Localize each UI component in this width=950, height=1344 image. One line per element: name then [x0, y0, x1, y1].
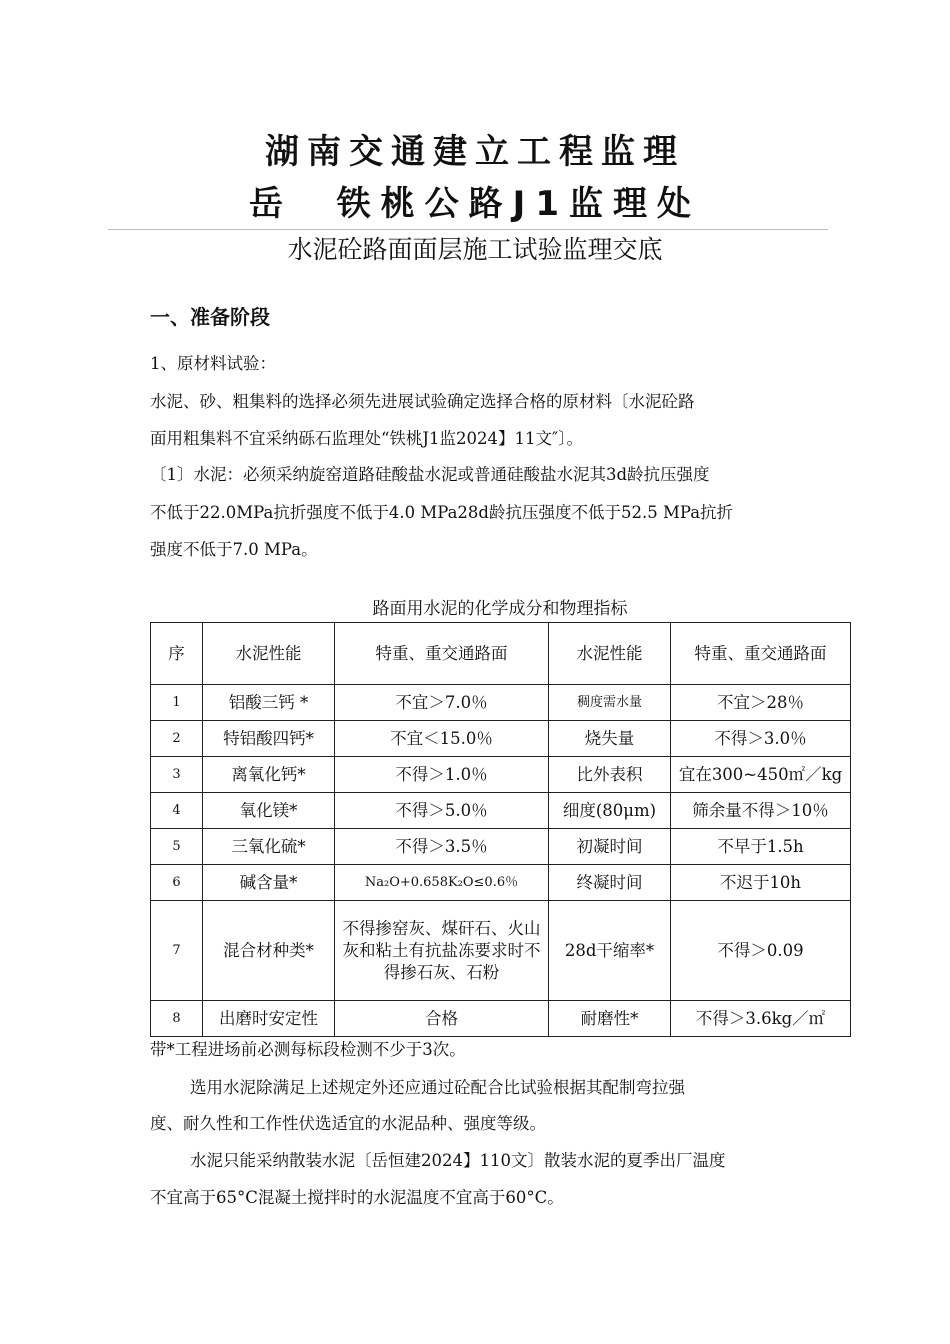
paragraph-line: 不低于22.0MPa抗折强度不低于4.0 MPa28d龄抗压强度不低于52.5 MPa抗折	[150, 503, 734, 522]
header-cell: 序	[151, 623, 203, 685]
table-row	[151, 721, 851, 757]
paragraph-line: 〔1〕水泥：必须采纳旋窑道路硅酸盐水泥或普通硅酸盐水泥其3d龄抗压强度	[150, 465, 710, 484]
table-cell: 不得＞1.0％	[335, 757, 549, 793]
table-cell: 2	[151, 721, 203, 757]
table-cell: 不得＞3.6kg／㎡	[671, 1001, 851, 1037]
table-cell: 混合材种类*	[203, 901, 335, 1001]
org-title-line2: 岳 铁桃公路J1监理处	[249, 184, 701, 224]
item-title: 1、原材料试验：	[150, 354, 276, 373]
paragraph-line: 不宜高于65°C混凝土搅拌时的水泥温度不宜高于60°C。	[150, 1188, 564, 1207]
document-title: 水泥砼路面面层施工试验监理交底	[287, 235, 663, 264]
table-cell: 不早于1.5h	[671, 829, 851, 865]
table-cell: 合格	[335, 1001, 549, 1037]
table-cell: 不得＞0.09	[671, 901, 851, 1001]
paragraph-line: 强度不低于7.0 MPa。	[150, 540, 318, 559]
table-cell: 烧失量	[549, 721, 671, 757]
section-heading: 一、准备阶段	[150, 305, 270, 329]
header-cell: 特重、重交通路面	[671, 623, 851, 685]
header-divider	[108, 229, 828, 230]
table-row	[151, 1001, 851, 1037]
table-row	[151, 865, 851, 901]
table-cell: 初凝时间	[549, 829, 671, 865]
table-cell: 不宜＜15.0％	[335, 721, 549, 757]
table-cell: 不得＞5.0％	[335, 793, 549, 829]
table-cell: 离氧化钙*	[203, 757, 335, 793]
table-cell: 氧化镁*	[203, 793, 335, 829]
table-cell: 终凝时间	[549, 865, 671, 901]
table-cell: 7	[151, 901, 203, 1001]
table-row	[151, 901, 851, 1001]
header-cell: 水泥性能	[203, 623, 335, 685]
table-cell: 4	[151, 793, 203, 829]
table-cell: 稠度需水量	[549, 685, 671, 721]
table-cell: 比外表积	[549, 757, 671, 793]
table-row	[151, 685, 851, 721]
table-cell: 5	[151, 829, 203, 865]
table-cell: Na₂O+0.658K₂O≤0.6％	[335, 865, 549, 901]
table-note: 带*工程进场前必测每标段检测不少于3次。	[150, 1040, 466, 1059]
table-header-row	[151, 623, 851, 685]
paragraph-line: 水泥、砂、粗集料的选择必须先进展试验确定选择合格的原材料〔水泥砼路	[150, 392, 695, 411]
table-cell: 不得＞3.5％	[335, 829, 549, 865]
paragraph-line: 选用水泥除满足上述规定外还应通过砼配合比试验根据其配制弯拉强	[190, 1078, 685, 1097]
table-caption: 路面用水泥的化学成分和物理指标	[372, 599, 628, 619]
table-cell: 碱含量*	[203, 865, 335, 901]
table-cell: 1	[151, 685, 203, 721]
table-cell: 28d干缩率*	[549, 901, 671, 1001]
paragraph-line: 水泥只能采纳散装水泥〔岳恒建2024】110文〕散装水泥的夏季出厂温度	[190, 1151, 726, 1170]
org-title-line1: 湖南交通建立工程监理	[265, 132, 685, 172]
table-cell: 细度(80μm)	[549, 793, 671, 829]
table-cell: 宜在300~450㎡／kg	[671, 757, 851, 793]
table-row	[151, 757, 851, 793]
table-cell: 三氧化硫*	[203, 829, 335, 865]
paragraph-line: 度、耐久性和工作性伏选适宜的水泥品种、强度等级。	[150, 1114, 546, 1133]
table-cell: 出磨时安定性	[203, 1001, 335, 1037]
table-cell: 铝酸三钙 *	[203, 685, 335, 721]
table-cell: 不宜＞7.0％	[335, 685, 549, 721]
table-cell: 筛余量不得＞10％	[671, 793, 851, 829]
table-cell: 3	[151, 757, 203, 793]
table-cell: 不得掺窑灰、煤矸石、火山灰和粘土有抗盐冻要求时不得掺石灰、石粉	[335, 901, 549, 1001]
header-cell: 水泥性能	[549, 623, 671, 685]
paragraph-line: 面用粗集料不宜采纳砾石监理处“铁桃J1监2024】11文″〕。	[150, 429, 583, 448]
table-cell: 耐磨性*	[549, 1001, 671, 1037]
table-row	[151, 829, 851, 865]
table-cell: 6	[151, 865, 203, 901]
table-cell: 不迟于10h	[671, 865, 851, 901]
table-cell: 特铝酸四钙*	[203, 721, 335, 757]
table-row	[151, 793, 851, 829]
table-cell: 8	[151, 1001, 203, 1037]
table-cell: 不宜＞28％	[671, 685, 851, 721]
header-cell: 特重、重交通路面	[335, 623, 549, 685]
cement-spec-table	[150, 622, 851, 1037]
table-cell: 不得＞3.0％	[671, 721, 851, 757]
